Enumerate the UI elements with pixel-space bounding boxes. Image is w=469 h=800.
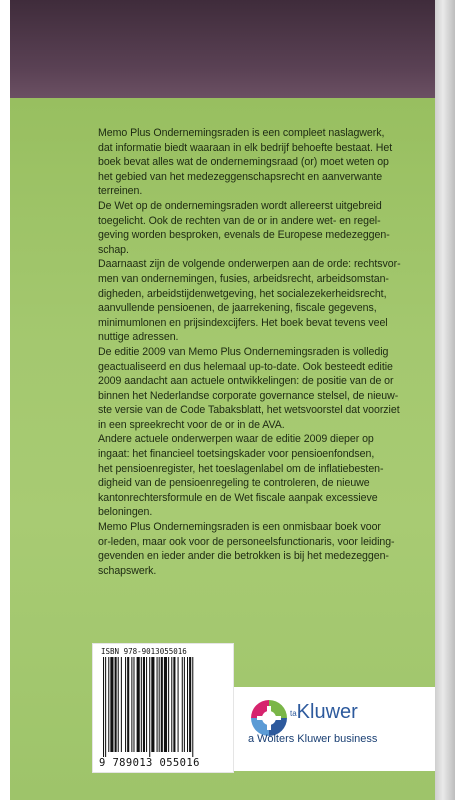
publisher-name-text: Kluwer	[296, 701, 358, 723]
barcode-bar	[105, 657, 106, 757]
barcode-bar	[164, 657, 167, 752]
barcode-bar	[127, 657, 129, 752]
top-color-band	[10, 0, 455, 98]
publisher-name-prefix: ta	[290, 709, 297, 718]
blurb-paragraph-5: Andere actuele onderwerpen waar de editie 2009 dieper op ingaat: het financieel toetsingskader voor pensioenfondsen, het pensioenregister, het toeslagenlabel om de inflatiebesten- digheid van de pensioenregeling te controleren, de nieuwe kantonrechtersformule en de Wet fiscale aanpak excessieve beloningen.	[98, 433, 384, 519]
blurb-paragraph-2: De Wet op de ondernemingsraden wordt allereerst uitgebreid toegelicht. Ook de rechten van de or in andere wet- en regel- geving worden besproken, evenals de Europese medezeggen- schap.	[98, 199, 390, 256]
blurb-paragraph-1: Memo Plus Ondernemingsraden is een compleet naslagwerk, dat informatie biedt waaraan in elk bedrijf behoefte bestaat. Het boek bevat alles wat de ondernemingsraad (or) moet weten op het gebied van het medezeggenschapsrecht en aanverwante terreinen.	[98, 127, 393, 198]
barcode-bar	[184, 657, 185, 752]
back-cover-blurb	[98, 126, 444, 578]
barcode-bar	[159, 657, 160, 752]
blurb-paragraph-6: Memo Plus Ondernemingsraden is een onmisbaar boek voor or-leden, maar ook voor de personeelsfunctionaris, voor leiding- gevenden en ieder ander die betrokken is bij het medezeggen- schapswerk.	[98, 521, 395, 577]
blurb-paragraph-4: De editie 2009 van Memo Plus Ondernemingsraden is volledig geactualiseerd en dus helemaal up-to-date. Ook besteedt editie 2009 aandacht aan actuele ontwikkelingen: de positie van de or binnen het Nederlandse corporate governance stelsel, de nieuw- ste versie van de Code Tabaksblatt, het wetsvoorstel dat voorziet in een spreekrecht voor de or in de AVA.	[98, 345, 400, 431]
barcode-bar	[137, 657, 140, 752]
barcode-panel	[92, 643, 234, 773]
barcode-bar	[118, 657, 119, 752]
barcode-bar	[182, 657, 183, 752]
barcode-bar	[133, 657, 134, 752]
barcode-bar	[141, 657, 142, 752]
barcode-bar	[157, 657, 158, 752]
barcode-bar	[131, 657, 132, 752]
barcode-bar	[189, 657, 191, 752]
barcode-bar	[187, 657, 188, 752]
barcode-bar	[103, 657, 104, 757]
barcode-bar	[151, 657, 154, 752]
blurb-paragraph-3: Daarnaast zijn de volgende onderwerpen aan de orde: rechtsvor- men van ondernemingen, fusies, arbeidsrecht, arbeidsomstan- digheden, arbeidstijdenwetgeving, het socialezekerheidsrecht, aanvullende pensioenen, de jaarrekening, fiscale gegevens, minimumlonen en prijsindexcijfers. Het boek bevat tevens veel nuttige adressen.	[98, 258, 401, 344]
barcode-bar	[143, 657, 145, 752]
book-back-cover	[10, 0, 455, 800]
ean-digits: 9 789013 055016	[99, 757, 200, 769]
barcode-bar	[161, 657, 163, 752]
barcode-bar	[173, 657, 175, 752]
barcode-bar	[149, 657, 150, 757]
barcode-bar	[178, 657, 179, 752]
barcode-bar	[146, 657, 147, 752]
kluwer-globe-logo-icon	[249, 698, 289, 738]
barcode-bar	[125, 657, 126, 752]
barcode-bar	[171, 657, 172, 752]
barcode-bar	[115, 657, 117, 752]
page-edge	[435, 0, 455, 800]
barcode-bar	[168, 657, 169, 752]
publisher-name	[290, 701, 358, 724]
publisher-panel	[234, 687, 444, 771]
barcode-bar	[108, 657, 109, 752]
isbn-label: ISBN 978-9013055016	[101, 647, 187, 656]
barcode-bar	[192, 657, 193, 757]
barcode-icon	[103, 657, 223, 757]
barcode-bar	[110, 657, 113, 752]
barcode-bar	[121, 657, 122, 752]
publisher-tagline: a Wolters Kluwer business	[248, 733, 378, 745]
